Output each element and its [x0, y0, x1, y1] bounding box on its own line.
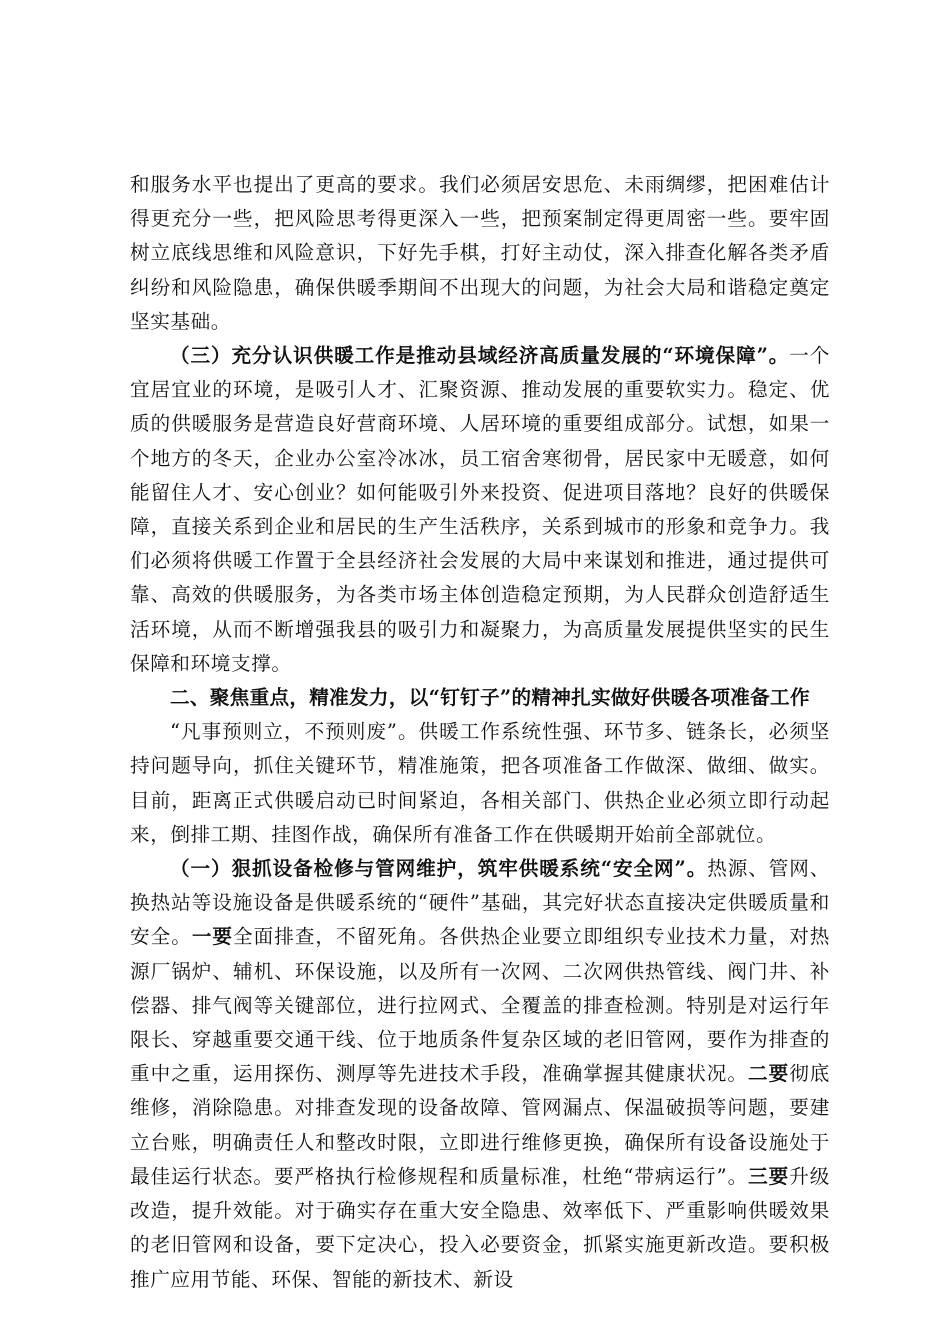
paragraph-text: 全面排查，不留死角。各供热企业要立即组织专业技术力量，对热源厂锅炉、辅机、环保设施，以及所有一次网、二次网供热管线、阀门井、补偿器、排气阀等关键部位，进行拉网式、全覆盖的排查检测。特别是对运行年限长、穿越重要交通干线、位于地质条件复杂区域的老旧管网，要作为排查的重中之重，运用探伤、测厚等先进技术手段，准确掌握其健康状况。 [130, 925, 830, 1086]
paragraph-text: “凡事预则立，不预则废”。供暖工作系统性强、环节多、链条长，必须坚持问题导向，抓住关键环节，精准施策，把各项准备工作做深、做细、做实。目前，距离正式供暖启动已时间紧迫，各相关部门、供热企业必须立即行动起来，倒排工期、挂图作战，确保所有准备工作在供暖期开始前全部就位。 [130, 720, 830, 846]
paragraph-subsection-one [130, 852, 830, 1297]
chapter-heading-two: 二、聚焦重点，精准发力，以“钉钉子”的精神扎实做好供暖各项准备工作 [170, 686, 810, 710]
paragraph-text: 热源、管网、换热站等设施设备是供暖系统的“硬件”基础，其完好状态直接决定供暖质量和安全。 [130, 857, 830, 949]
section-three-lead: （三）充分认识供暖工作是推动县域经济高质量发展的“环境保障”。 [170, 344, 790, 368]
keyword-third: 三要 [748, 1164, 790, 1188]
paragraph-text: 升级改造，提升效能。对于确实存在重大安全隐患、效率低下、严重影响供暖效果的老旧管网和设备，要下定决心，投入必要资金，抓紧实施更新改造。要积极推广应用节能、环保、智能的新技术、新设 [130, 1164, 831, 1291]
paragraph-text: 和服务水平也提出了更高的要求。我们必须居安思危、未雨绸缪，把困难估计得更充分一些，把风险思考得更深入一些，把预案制定得更周密一些。要牢固树立底线思维和风险意识，下好先手棋，打好主动仗，深入排查化解各类矛盾纠纷和风险隐患，确保供暖季期间不出现大的问题，为社会大局和谐稳定奠定坚实基础。 [130, 173, 830, 333]
document-page [130, 168, 830, 1297]
paragraph-section-three [130, 339, 830, 681]
paragraph-continuation [130, 168, 830, 339]
paragraph-text: 一个宜居宜业的环境，是吸引人才、汇聚资源、推动发展的重要软实力。稳定、优质的供暖服务是营造良好营商环境、人居环境的重要组成部分。试想，如果一个地方的冬天，企业办公室冷冰冰，员工宿舍寒彻骨，居民家中无暖意，如何能留住人才、安心创业？如何能吸引外来投资、促进项目落地？良好的供暖保障，直接关系到企业和居民的生产生活秩序，关系到城市的形象和竞争力。我们必须将供暖工作置于全县经济社会发展的大局中来谋划和推进，通过提供可靠、高效的供暖服务，为各类市场主体创造稳定预期，为人民群众创造舒适生活环境，从而不断增强我县的吸引力和凝聚力，为高质量发展提供坚实的民生保障和环境支撑。 [130, 344, 831, 675]
keyword-first: 一要 [191, 925, 234, 949]
subsection-one-lead: （一）狠抓设备检修与管网维护，筑牢供暖系统“安全网”。 [170, 857, 708, 881]
paragraph-intro [130, 715, 830, 852]
keyword-second: 二要 [748, 1062, 790, 1086]
paragraph-text: 彻底维修，消除隐患。对排查发现的设备故障、管网漏点、保温破损等问题，要建立台账，明确责任人和整改时限，立即进行维修更换，确保所有设备设施处于最佳运行状态。要严格执行检修规程和质量标准，杜绝“带病运行”。 [130, 1062, 830, 1188]
